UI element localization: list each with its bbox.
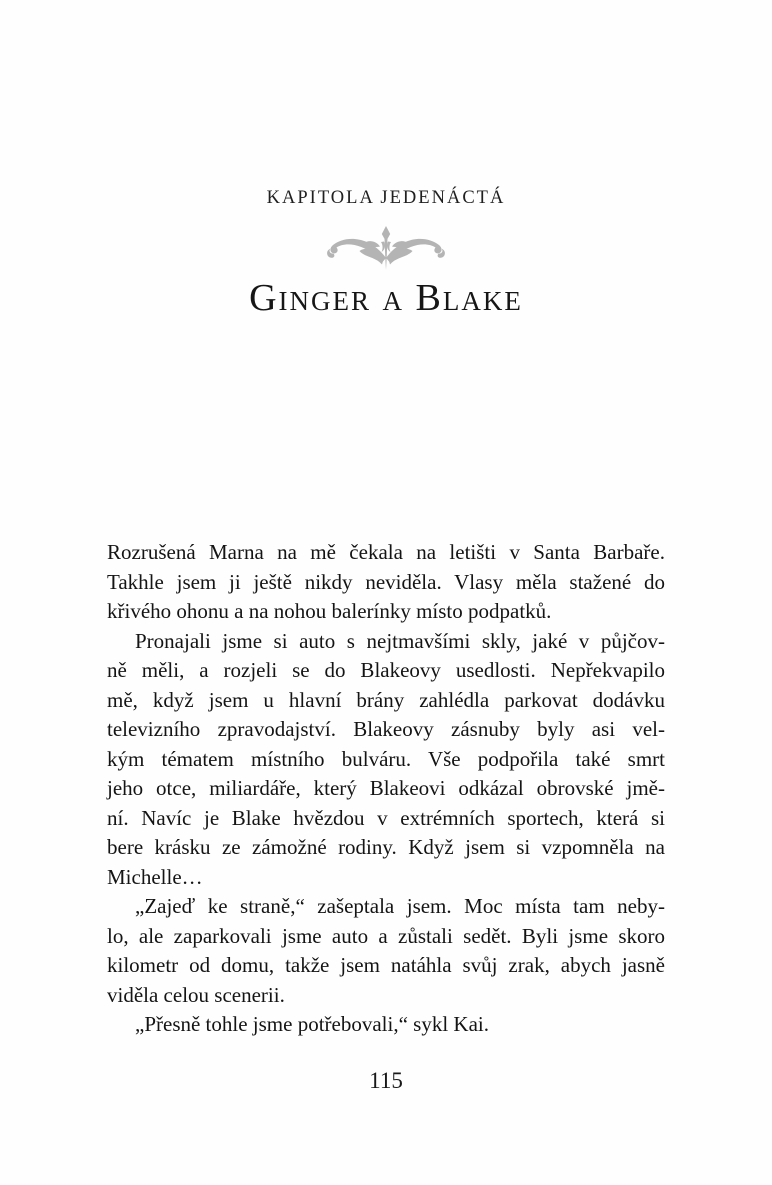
text-line: Rozrušená Marna na mě čekala na letišti v Santa Barbaře. <box>107 540 665 564</box>
text-line: ně měli, a rozjeli se do Blakeovy usedlosti. Nepřekvapilo <box>107 658 665 682</box>
text-line: Takhle jsem ji ještě nikdy neviděla. Vlasy měla stažené do <box>107 569 665 594</box>
text-line: kým tématem místního bulváru. Vše podpořila také smrt <box>107 746 665 771</box>
text-line: Pronajali jsme si auto s nejtmavšími skly, jaké v půjčov- <box>135 628 665 653</box>
body-text <box>107 538 665 1040</box>
text-line: jeho otce, miliardáře, který Blakeovi odkázal obrovské jmě- <box>107 776 665 800</box>
text-line: bere krásku ze zámožné rodiny. Když jsem si vzpomněla na <box>107 835 665 859</box>
chapter-label: KAPITOLA JEDENÁCTÁ <box>266 188 506 208</box>
chapter-title: Ginger a Blake <box>249 277 523 319</box>
ornament-container <box>0 224 772 277</box>
text-line: křivého ohonu a na nohou balerínky místo podpatků. <box>107 599 552 623</box>
text-line: mě, když jsem u hlavní brány zahlédla parkovat dodávku <box>107 687 665 712</box>
page-number: 115 <box>369 1068 403 1093</box>
text-line: lo, ale zaparkovali jsme auto a zůstali sedět. Byli jsme skoro <box>107 923 665 948</box>
text-line: „Zajeď ke straně,“ zašeptala jsem. Moc místa tam neby- <box>135 894 665 918</box>
text-line: ní. Navíc je Blake hvězdou v extrémních sportech, která si <box>107 805 665 830</box>
decorative-flourish-icon <box>326 224 446 272</box>
text-line: viděla celou scenerii. <box>107 982 285 1007</box>
text-line: kilometr od domu, takže jsem natáhla svůj zrak, abych jasně <box>107 953 665 977</box>
text-line: „Přesně tohle jsme potřebovali,“ sykl Kai. <box>135 1012 489 1036</box>
text-line: televizního zpravodajství. Blakeovy zásnuby byly asi vel- <box>107 717 665 741</box>
text-line: Michelle… <box>107 864 203 889</box>
